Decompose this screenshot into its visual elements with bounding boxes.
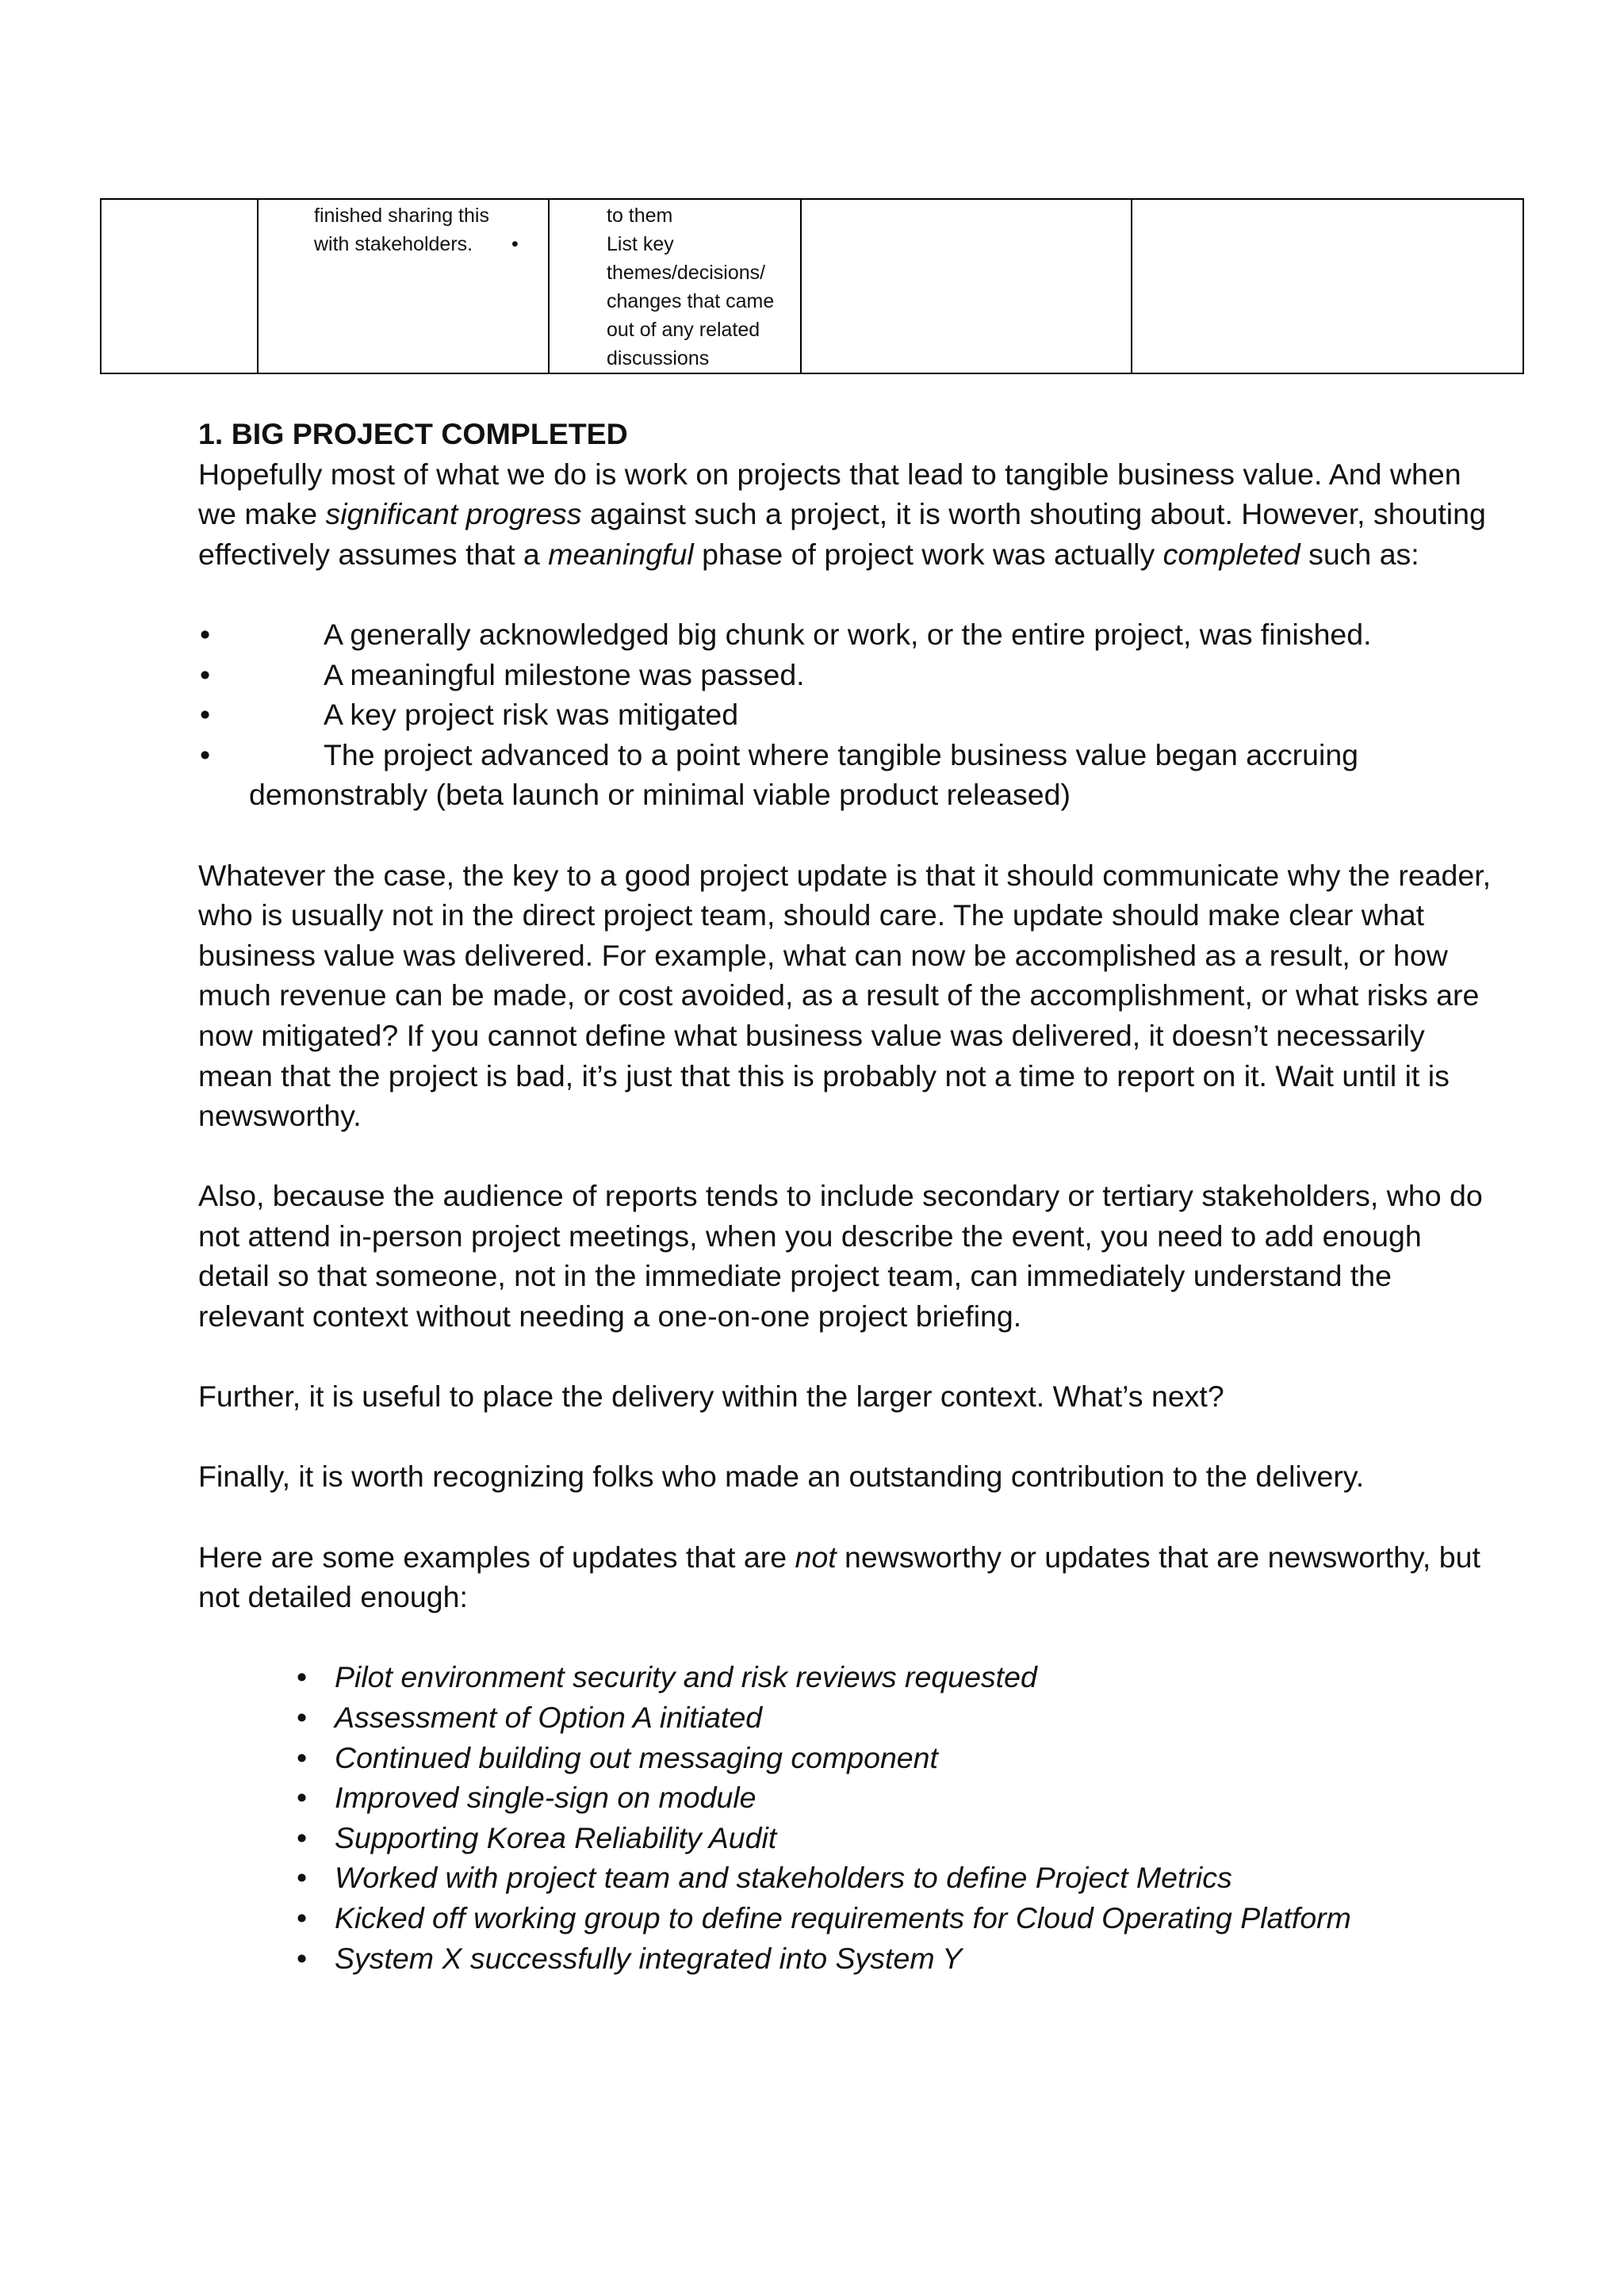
table-cell-text: finished sharing this <box>314 205 489 227</box>
table-cell-text: discussions <box>607 347 710 369</box>
table-row <box>101 199 1523 373</box>
bullet-icon: • <box>297 1740 308 1774</box>
list-item-text: Continued building out messaging component <box>335 1740 938 1774</box>
bullet-icon: • <box>297 1701 308 1734</box>
table-cell-text: to them <box>607 205 673 227</box>
table-cell-5 <box>1132 199 1523 373</box>
text-run: phase of project work was actually <box>693 537 1163 571</box>
list-item-text: Assessment of Option A initiated <box>335 1701 763 1734</box>
table-cell-text: List key <box>607 233 674 255</box>
list-item <box>198 614 1499 655</box>
list-item <box>198 1818 1499 1858</box>
table-cell-text: themes/decisions/ <box>607 262 766 284</box>
list-item-text: System X successfully integrated into System Y <box>335 1941 963 1975</box>
list-item <box>198 1697 1499 1738</box>
list-item-text: Supporting Korea Reliability Audit <box>335 1820 777 1854</box>
list-item-text: A key project risk was mitigated <box>324 698 739 732</box>
emphasis-text: completed <box>1162 537 1300 571</box>
text-run: Hopefully most of what we do is work on projects that lead to tangible business value. And when we make <box>198 457 1461 531</box>
examples-intro-paragraph <box>198 1537 1499 1617</box>
bullet-icon: • <box>297 1861 308 1895</box>
bullet-icon: • <box>200 657 211 691</box>
text-run: such as: <box>1300 537 1419 571</box>
table-cell-text: with stakeholders. <box>314 233 473 255</box>
bullet-icon: • <box>297 1781 308 1815</box>
table-cell-4 <box>801 199 1132 373</box>
list-item-text: Worked with project team and stakeholders to define Project Metrics <box>335 1861 1232 1895</box>
bullet-icon: • <box>297 1660 308 1694</box>
emphasis-text: meaningful <box>548 537 694 571</box>
audience-paragraph: Also, because the audience of reports tends to include secondary or tertiary stakeholders, who do not attend in-person project meetings, when you describe the event, you need to add enough detail so that someone, not in the immediate project team, can immediately understand the relevant context without needing a one-on-one project briefing. <box>198 1179 1483 1334</box>
text-run: Here are some examples of updates that are <box>198 1540 795 1574</box>
bullet-icon: • <box>297 1820 308 1854</box>
list-item <box>198 1858 1499 1898</box>
list-item <box>198 1657 1499 1697</box>
status-table-fragment <box>100 198 1524 374</box>
emphasis-text: significant progress <box>325 497 582 531</box>
list-item <box>198 695 1499 735</box>
examples-list <box>198 1657 1499 1978</box>
bullet-icon: • <box>511 233 519 255</box>
recognition-paragraph: Finally, it is worth recognizing folks who made an outstanding contribution to the delivery. <box>198 1460 1365 1494</box>
text-run: against such a project, it is worth shouting about. However, shouting effectively assumes that a <box>198 497 1486 571</box>
list-item-text: A generally acknowledged big chunk or work, or the entire project, was finished. <box>324 617 1372 651</box>
section-heading: 1. BIG PROJECT COMPLETED <box>198 417 628 450</box>
table-bullet-item <box>511 230 800 258</box>
list-item <box>198 735 1499 815</box>
list-item <box>198 1938 1499 1979</box>
bullet-icon: • <box>200 617 211 651</box>
list-item-text-continued: demonstrably (beta launch or minimal viable product released) <box>249 778 1071 812</box>
list-item <box>198 1777 1499 1818</box>
table-cell-2 <box>258 199 549 373</box>
bullet-icon: • <box>297 1941 308 1975</box>
list-item-text: Kicked off working group to define requirements for Cloud Operating Platform <box>335 1900 1351 1934</box>
list-item-text: The project advanced to a point where tangible business value began accruing <box>324 737 1359 771</box>
bullet-icon: • <box>297 1900 308 1934</box>
list-item-text: Improved single-sign on module <box>335 1781 756 1815</box>
table-cell-text: changes that came <box>607 290 775 312</box>
list-item <box>198 655 1499 695</box>
table-cell-1 <box>101 199 258 373</box>
completion-criteria-list <box>198 614 1499 815</box>
value-paragraph: Whatever the case, the key to a good project update is that it should communicate why the reader, who is usually not in the direct project team, should care. The update should make clear what business value was delivered. For example, what can now be accomplished as a result, or how much revenue can be made, or cost avoided, as a result of the accomplishment, or what risks are now mitigated? If you cannot define what business value was delivered, it doesn’t necessarily mean that the project is bad, it’s just that this is probably not a time to report on it. Wait until it is newsworthy. <box>198 858 1492 1133</box>
emphasis-text: not <box>795 1540 837 1574</box>
bullet-icon: • <box>200 698 211 732</box>
list-item-text: A meaningful milestone was passed. <box>324 657 805 691</box>
intro-paragraph <box>198 454 1499 575</box>
list-item <box>198 1898 1499 1938</box>
list-item-text: Pilot environment security and risk reviews requested <box>335 1660 1037 1694</box>
text-run: newsworthy or updates that are newsworthy, but not detailed enough: <box>198 1540 1480 1614</box>
list-item <box>198 1738 1499 1778</box>
table-cell-3 <box>511 199 801 373</box>
table-cell-text: out of any related <box>607 319 760 341</box>
context-paragraph: Further, it is useful to place the delivery within the larger context. What’s next? <box>198 1380 1224 1414</box>
document-body <box>198 414 1499 1978</box>
bullet-icon: • <box>200 737 211 771</box>
